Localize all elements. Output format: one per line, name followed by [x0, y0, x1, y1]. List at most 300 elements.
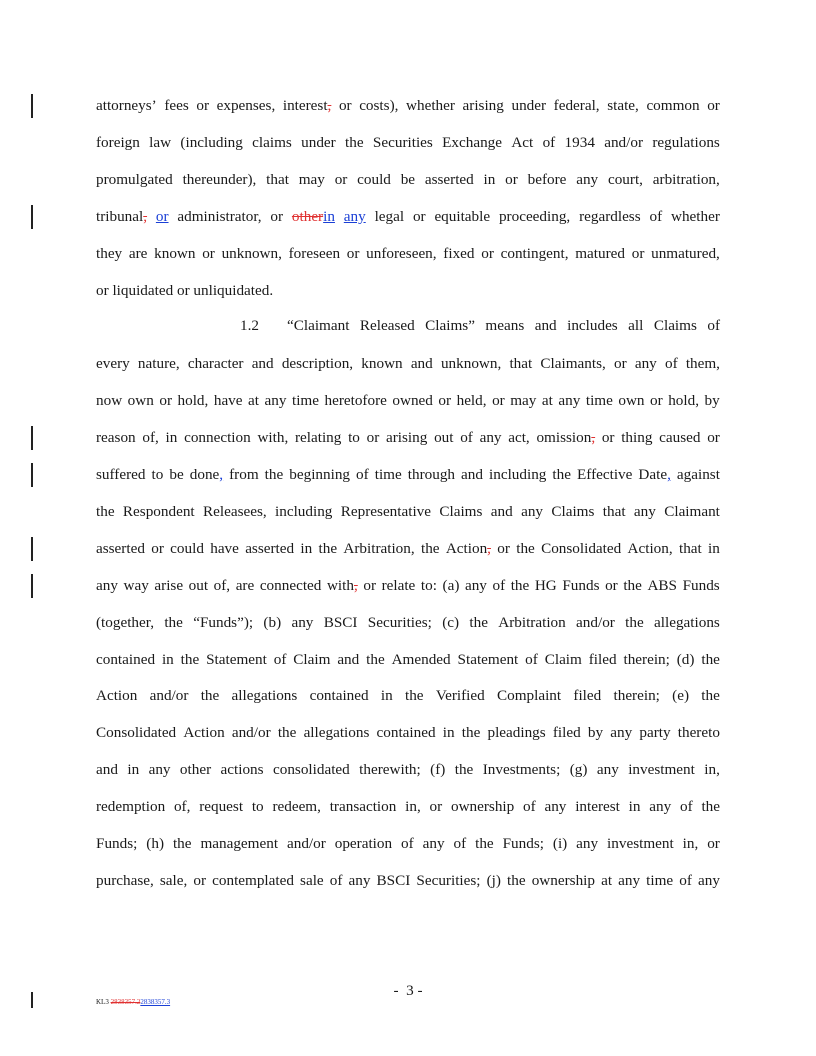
text-run: fees	[164, 97, 189, 114]
word	[430, 797, 443, 817]
text-run: regulations	[652, 133, 720, 151]
word	[601, 871, 612, 891]
word	[162, 650, 174, 670]
text-run: own	[618, 392, 645, 410]
word	[603, 502, 626, 522]
word	[96, 760, 118, 780]
word	[96, 428, 136, 448]
word	[377, 723, 436, 743]
text-run: Act	[511, 133, 534, 151]
change-bar	[31, 94, 33, 118]
text-line	[96, 760, 720, 780]
word	[189, 576, 208, 596]
text-run: any	[148, 761, 171, 779]
text-run: of	[680, 798, 693, 816]
word	[653, 170, 720, 190]
word	[704, 760, 720, 780]
word	[252, 797, 264, 817]
word	[425, 170, 474, 190]
text-run: asserted	[96, 539, 145, 557]
word	[607, 834, 674, 854]
word	[469, 613, 488, 633]
word	[483, 760, 561, 780]
word	[214, 391, 243, 411]
text-run: time	[291, 392, 319, 410]
word	[511, 133, 533, 153]
text-run: are	[235, 576, 255, 594]
text-run: Claims	[439, 502, 483, 520]
text-line	[96, 871, 720, 891]
word	[521, 502, 543, 522]
word	[96, 133, 140, 153]
word	[188, 354, 244, 374]
word	[96, 354, 130, 374]
text-run: matured	[575, 244, 625, 262]
word	[535, 576, 557, 596]
word	[96, 170, 173, 190]
footer-deleted-docnum: 2838357.2	[110, 998, 141, 1006]
text-run: or	[601, 429, 615, 447]
word	[183, 723, 224, 743]
text-line	[96, 281, 720, 301]
text-run: (d)	[676, 650, 695, 668]
text-run: the	[96, 502, 115, 520]
text-run: the	[623, 576, 642, 594]
word	[265, 465, 284, 485]
word	[668, 391, 699, 411]
word	[707, 428, 720, 448]
word	[405, 797, 421, 817]
text-run: interest	[282, 97, 328, 114]
word	[629, 797, 641, 817]
text-run: state,	[607, 97, 639, 114]
word	[149, 760, 171, 780]
text-run: or	[605, 576, 618, 594]
word	[618, 871, 640, 891]
text-run: Statement	[206, 650, 267, 668]
word	[196, 96, 209, 116]
text-run: therewith;	[359, 761, 421, 779]
text-run: to	[151, 466, 164, 483]
text-run: may	[298, 170, 325, 188]
word	[146, 834, 164, 854]
text-run: of	[523, 798, 536, 816]
text-run: allegations	[654, 613, 720, 631]
text-run: or	[497, 539, 510, 557]
word	[359, 760, 421, 780]
word	[184, 428, 251, 448]
word	[558, 391, 580, 411]
text-run: relating	[294, 429, 342, 447]
word	[335, 834, 392, 854]
text-run: arise	[154, 576, 184, 594]
word	[421, 539, 440, 559]
word	[489, 465, 546, 485]
word	[525, 650, 538, 670]
word	[96, 244, 122, 264]
word	[327, 576, 358, 596]
text-run: Action	[96, 687, 138, 705]
word	[278, 723, 297, 743]
word	[632, 244, 645, 264]
word	[236, 576, 255, 596]
text-run: the	[461, 724, 481, 742]
word	[460, 428, 473, 448]
text-run: Consolidated	[541, 539, 622, 557]
word	[654, 613, 720, 633]
text-run: or	[202, 244, 215, 262]
word	[289, 465, 350, 485]
text-run: 1934	[564, 133, 595, 151]
word	[201, 686, 220, 706]
text-run: any	[348, 871, 371, 889]
text-line	[96, 244, 720, 264]
word	[386, 428, 427, 448]
text-run: and/or	[604, 133, 644, 151]
word	[170, 539, 204, 559]
text-run: transaction	[329, 798, 397, 816]
word	[484, 170, 496, 190]
word	[96, 465, 145, 485]
word	[664, 502, 720, 522]
word	[575, 244, 625, 264]
text-line	[96, 539, 720, 559]
text-run: Securities;	[367, 613, 432, 631]
word	[532, 871, 595, 891]
word	[96, 871, 154, 891]
text-run: Investments;	[482, 761, 561, 779]
text-run: hold,	[668, 392, 700, 410]
text-run: in	[165, 429, 178, 447]
word	[310, 686, 369, 706]
word	[96, 391, 122, 411]
text-run: known	[361, 355, 403, 373]
text-run: claims	[252, 133, 292, 151]
text-run: or	[338, 97, 352, 114]
text-run: whether	[670, 207, 720, 225]
word	[434, 428, 453, 448]
word	[265, 391, 287, 411]
word	[607, 96, 639, 116]
word	[646, 871, 673, 891]
word	[442, 613, 459, 633]
text-run: Arbitration,	[343, 539, 415, 557]
text-run: of	[329, 871, 343, 889]
word	[679, 871, 692, 891]
text-run: attorneys’	[96, 97, 157, 114]
text-run: arbitration,	[652, 170, 720, 188]
text-line	[96, 576, 720, 596]
word	[605, 576, 618, 596]
text-run: Funds	[682, 576, 720, 594]
text-run: any	[634, 355, 657, 373]
text-run: Effective	[577, 466, 633, 483]
change-bar	[31, 426, 33, 450]
word	[523, 797, 536, 817]
change-bar	[31, 537, 33, 561]
text-run: be	[400, 170, 416, 188]
word	[589, 650, 617, 670]
word	[475, 834, 494, 854]
word	[542, 391, 553, 411]
word	[289, 244, 340, 264]
text-run: done	[189, 466, 220, 483]
word	[293, 650, 330, 670]
text-run: any	[544, 798, 567, 816]
text-run: or liquidated or unliquidated.	[96, 281, 274, 299]
word	[260, 576, 322, 596]
text-run: any	[291, 613, 314, 631]
word	[405, 686, 424, 706]
word	[357, 170, 391, 190]
word	[638, 465, 670, 485]
deleted-text: ,	[487, 539, 491, 557]
word	[683, 576, 720, 596]
text-run: or	[366, 429, 380, 447]
text-run: in	[628, 798, 641, 816]
text-run: therein;	[623, 650, 670, 668]
text-run: the	[701, 687, 720, 705]
text-run: with	[326, 576, 354, 594]
word	[252, 354, 274, 374]
text-run: unmatured,	[651, 244, 720, 262]
section-number: 1.2	[240, 317, 259, 334]
text-run: Complaint	[497, 687, 562, 705]
word	[576, 834, 598, 854]
word	[623, 650, 669, 670]
text-run: (c)	[442, 613, 460, 631]
text-run: any	[698, 871, 720, 889]
word	[164, 96, 188, 116]
deleted-text: ,	[327, 97, 332, 114]
word	[96, 613, 154, 633]
word	[672, 686, 689, 706]
word	[554, 96, 600, 116]
text-run: and	[490, 502, 513, 520]
inserted-text: or	[155, 207, 169, 225]
word	[516, 539, 535, 559]
word	[573, 686, 601, 706]
text-run: unknown,	[221, 244, 282, 262]
text-run: thereto	[677, 724, 720, 742]
word	[454, 834, 467, 854]
word	[436, 686, 485, 706]
text-run: in	[127, 761, 140, 779]
word	[707, 834, 720, 854]
word	[423, 834, 445, 854]
text-line	[96, 797, 720, 817]
deleted-text: ,	[143, 207, 148, 225]
text-run: contained	[96, 650, 156, 668]
word	[413, 207, 426, 227]
text-run: ownership	[450, 798, 515, 816]
text-run: out	[188, 576, 209, 594]
word	[492, 391, 505, 411]
text-run: now	[96, 392, 123, 410]
text-run: foreseen	[288, 244, 341, 262]
word	[481, 244, 494, 264]
text-run: in	[483, 170, 496, 188]
text-run: and/or	[231, 724, 271, 742]
text-run: “Funds”);	[193, 613, 254, 631]
text-run: in,	[682, 835, 699, 852]
text-run: the	[552, 466, 571, 483]
word	[96, 576, 118, 596]
word	[465, 576, 487, 596]
text-run: Action	[183, 724, 225, 742]
text-run: that	[602, 502, 626, 520]
text-run: any	[633, 502, 656, 520]
text-run: Date	[638, 466, 668, 483]
word	[166, 428, 178, 448]
text-run: Claimant	[664, 502, 720, 520]
word	[492, 576, 505, 596]
word	[381, 686, 393, 706]
text-line	[96, 96, 720, 116]
word	[614, 686, 660, 706]
word	[416, 871, 480, 891]
text-run: be	[169, 466, 184, 483]
word	[96, 207, 147, 227]
word	[586, 391, 613, 411]
word	[497, 539, 510, 559]
text-run: hold,	[177, 392, 209, 410]
word	[647, 576, 677, 596]
word	[679, 539, 702, 559]
text-run: or	[707, 429, 720, 447]
text-run: thereunder),	[182, 170, 257, 188]
word	[335, 170, 348, 190]
word	[367, 428, 380, 448]
text-run: them,	[685, 355, 720, 373]
text-line	[96, 723, 720, 743]
text-run: any	[558, 392, 581, 410]
text-run: or	[196, 97, 210, 114]
word	[576, 613, 615, 633]
inserted-text: in	[323, 207, 335, 225]
word	[229, 465, 259, 485]
change-bar	[31, 574, 33, 598]
text-run: or	[193, 871, 207, 889]
word	[96, 96, 157, 116]
text-run: and	[337, 650, 360, 668]
word	[639, 723, 670, 743]
text-run: ownership	[531, 871, 595, 889]
word	[363, 576, 376, 596]
text-run: BSCI	[376, 871, 411, 889]
text-run: thing	[621, 429, 653, 447]
text-run: or	[346, 244, 360, 262]
text-run: actions	[220, 761, 264, 779]
text-run: any	[521, 502, 544, 520]
word	[202, 244, 215, 264]
word	[442, 133, 502, 153]
text-run: (a)	[442, 576, 460, 594]
text-run: connection	[184, 429, 251, 447]
word	[272, 797, 320, 817]
word	[498, 613, 565, 633]
text-run: Action,	[627, 539, 673, 557]
word	[540, 354, 605, 374]
text-run: of,	[173, 798, 191, 816]
word	[193, 871, 206, 891]
word	[177, 207, 261, 227]
text-run: Funds;	[96, 835, 138, 852]
text-line	[96, 354, 720, 374]
word	[382, 576, 416, 596]
word	[212, 871, 294, 891]
text-run: investment	[607, 835, 674, 852]
word	[282, 354, 353, 374]
text-run: party	[639, 724, 671, 742]
text-run: the	[318, 539, 338, 557]
word	[128, 391, 154, 411]
word	[203, 502, 267, 522]
word	[270, 207, 283, 227]
word	[698, 871, 720, 891]
word	[96, 502, 115, 522]
text-run: description,	[281, 355, 354, 373]
text-run: of	[492, 576, 506, 594]
change-bar	[31, 205, 33, 229]
text-run: in,	[405, 798, 421, 816]
text-run: (f)	[430, 761, 446, 779]
text-run: redemption	[96, 798, 166, 816]
word	[151, 539, 164, 559]
word	[680, 797, 693, 817]
text-run: any	[479, 429, 502, 447]
text-run: (including	[180, 133, 243, 151]
text-run: to	[251, 798, 264, 816]
text-run: Exchange	[442, 133, 502, 151]
text-run: Securities	[372, 133, 433, 151]
text-run: every	[96, 355, 130, 373]
text-run: relate	[381, 576, 416, 594]
word	[511, 96, 546, 116]
word	[401, 170, 415, 190]
text-run: they	[96, 244, 123, 262]
text-run: time	[585, 392, 613, 410]
section-heading-text: “Claimant Released Claims” means and includes all Claims of	[287, 317, 720, 334]
word	[330, 871, 343, 891]
text-run: including	[489, 466, 547, 483]
text-run: or	[151, 539, 164, 557]
word	[462, 723, 481, 743]
word	[252, 133, 292, 153]
text-run: way	[123, 576, 149, 594]
word	[295, 428, 341, 448]
text-run: contingent,	[500, 244, 569, 262]
word	[446, 539, 491, 559]
word	[232, 723, 271, 743]
text-run: (j)	[486, 871, 501, 889]
word	[257, 428, 288, 448]
word	[392, 650, 451, 670]
word	[651, 244, 720, 264]
word	[635, 354, 657, 374]
inserted-text: any	[343, 207, 366, 225]
word	[562, 576, 599, 596]
text-run: nature,	[137, 355, 180, 373]
text-run: of	[356, 466, 369, 483]
word	[96, 797, 165, 817]
text-run: Claimants,	[540, 355, 606, 373]
word	[434, 207, 490, 227]
text-run: Action	[445, 539, 488, 557]
text-run: pleadings	[487, 724, 546, 742]
text-run: in	[161, 650, 174, 668]
word	[701, 650, 720, 670]
